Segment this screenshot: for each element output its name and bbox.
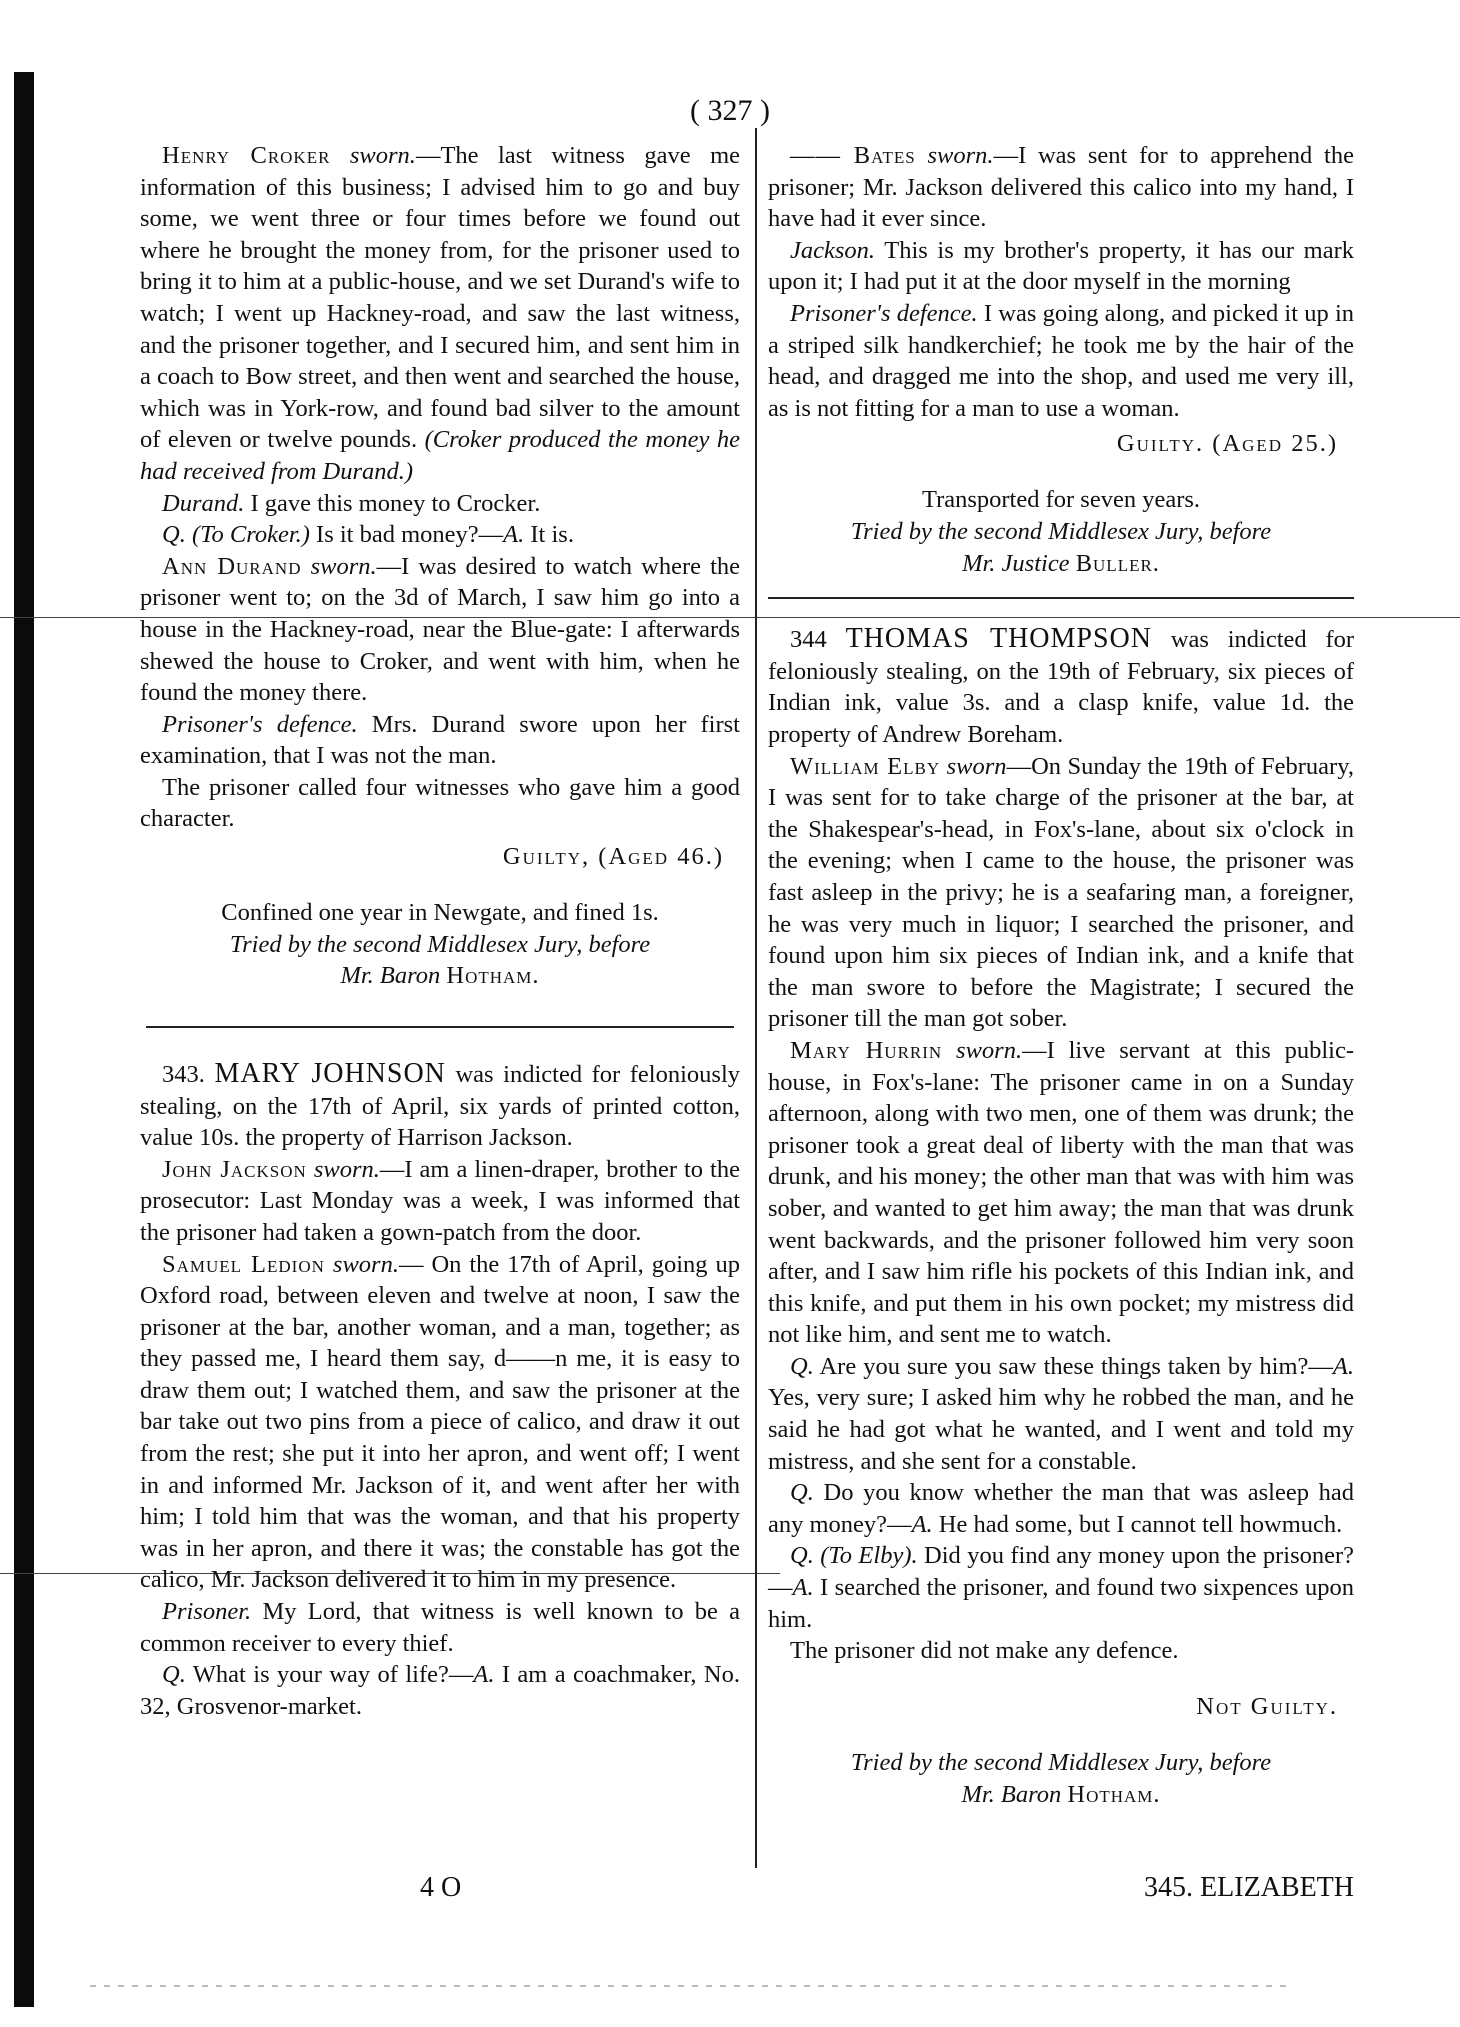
judge-title: Mr. Justice [962,549,1070,577]
signature-mark: 4 O [420,1872,462,1903]
tried-by-line: Tried by the second Middlesex Jury, before [850,518,1272,546]
testimony-text: —The last witness gave me information of this business; I advised him to go and buy some, we went three or four times before we found out where he brought the money from, for the prisoner used to bring it to him at a public-house, and we set Durand's wife to watch; I went up Hackney-road, and saw the last witness, and the prisoner together, and I secured him, and sent him in a coach to Bow street, and then went and searched the house, which was in York-row, and found bad silver to the amount of eleven or twelve pounds. [140,142,741,454]
indictment-text: was indicted for feloniously stealing, on the 19th of February, six pieces of Indian ink, value 3s. and a clasp knife, value 1d. the property of Andrew Boreham. [768,626,1355,748]
case-separator [768,597,1354,599]
question-text: Did you find any money upon the prisoner? — [768,1542,1355,1602]
speaker-label: Durand. [162,489,245,517]
case-heading-344 [768,623,1354,750]
witness-name: Ann Durand [162,552,302,580]
sworn-label: sworn. [332,1250,399,1278]
speaker-label: Prisoner. [162,1598,252,1626]
judge-line [768,1779,1354,1811]
paragraph-durand-statement [140,488,740,520]
judge-name: Hotham. [1067,1781,1161,1808]
witness-name: Samuel Ledion [162,1250,325,1278]
defendant-name: THOMAS THOMPSON [845,623,1152,655]
paragraph-question [140,1659,740,1722]
case-number: 344 [790,626,827,654]
sworn-label: sworn. [313,1155,380,1183]
paragraph-prisoner-defence [768,298,1354,424]
defence-label: Prisoner's defence. [790,299,978,327]
case-number: 343. [162,1060,205,1088]
page-number: ( 327 ) [690,94,770,127]
answer-text: I am a coachmaker, No. 32, Grosvenor-market. [140,1661,741,1720]
scan-binding-shadow [14,72,34,2007]
testimony-text: —On Sunday the 19th of February, I was sent for to take charge of the prisoner at the bar, at the Shakespear's-head, in Fox's-lane, about six o'clock in the evening; when I came to the house, the prisoner was fast asleep in the privy; he is a seafaring man, a foreigner, he was very much in liquor; I searched the prisoner, and found upon him six pieces of Indian ink, and a knife that the man swore to before the Magistrate; I secured the prisoner till the man got sober. [768,752,1355,1033]
sworn-label: sworn. [956,1036,1023,1064]
paragraph-ann-durand-testimony [140,551,740,709]
question-text: Are you sure you saw these things taken by him?— [819,1352,1333,1380]
judge-title: Mr. Baron [340,962,441,990]
question-text: What is your way of life?— [192,1661,474,1689]
verdict: Guilty, (Aged 46.) [502,843,724,871]
paragraph-question [768,1540,1354,1635]
question-label: Q. [790,1479,814,1507]
right-column [768,140,1354,1811]
paragraph-prisoner-statement [140,1596,740,1659]
paragraph-bates-testimony [768,140,1354,235]
sworn-label: sworn. [349,142,416,169]
court-note: (Croker produced the money he had received from Durand.) [140,426,740,485]
sworn-label: sworn [946,752,1007,780]
case-heading-343 [140,1058,740,1154]
witness-name: John Jackson [162,1155,307,1183]
question-text: Do you know whether the man that was asleep had any money?— [768,1479,1355,1538]
column-divider [755,128,757,1868]
answer-label: A. [503,521,525,549]
defence-text: Mrs. Durand swore upon her first examination, that I was not the man. [140,710,740,770]
statement-text: My Lord, that witness is well known to be a common receiver to every thief. [140,1598,741,1657]
paragraph-character-witnesses: The prisoner called four witnesses who gave him a good character. [140,773,740,833]
speaker-label: Jackson. [790,236,876,264]
answer-text: Yes, very sure; I asked him why he robbed the man, and he said he had got what he wanted, and I went and told my mistress, and she sent for a constable. [768,1384,1354,1475]
question-label: Q. (To Elby). [790,1542,918,1570]
paragraph-jackson-statement [768,235,1354,298]
sentence: Transported for seven years. [921,486,1201,514]
paragraph-ledion-testimony [140,1249,740,1597]
tried-by-line: Tried by the second Middlesex Jury, before [850,1749,1272,1777]
question-label: Q. (To Croker.) [162,521,310,549]
answer-label: A. [473,1661,495,1689]
judge-title: Mr. Baron [961,1781,1062,1808]
judge-name: Hotham. [446,962,540,990]
catchword: 345. ELIZABETH [1144,1872,1354,1903]
answer-text: I searched the prisoner, and found two sixpences upon him. [768,1574,1354,1633]
defence-text: I was going along, and picked it up in a striped silk handkerchief; he took me by the hair of the head, and dragged me into the shop, and used me very ill, as is not fitting for a man to use a woman. [768,299,1355,422]
sentence: Confined one year in Newgate, and fined 1s. [221,899,659,927]
question-label: Q. [162,1661,186,1689]
defendant-name: MARY JOHNSON [214,1057,446,1089]
answer-text: It is. [530,521,574,549]
testimony-text: —I am a linen-draper, brother to the prosecutor: Last Monday was a week, I was informed that the prisoner had taken a gown-patch from the door. [140,1155,740,1246]
answer-text: He had some, but I cannot tell howmuch. [938,1510,1343,1538]
question-text: Is it bad money?— [316,521,504,549]
statement-text: I gave this money to Crocker. [250,489,541,517]
witness-name: —— Bates [790,142,916,169]
paragraph-jackson-testimony [140,1154,740,1249]
answer-label: A. [911,1510,933,1538]
testimony-text: —I was sent for to apprehend the prisoner; Mr. Jackson delivered this calico into my hand, I have had it ever since. [768,142,1354,233]
paragraph-elby-testimony [768,751,1354,1035]
witness-name: Henry Croker [162,142,331,169]
answer-label: A. [1332,1352,1354,1380]
verdict: Not Guilty. [1196,1693,1338,1721]
tried-by-line: Tried by the second Middlesex Jury, before [229,930,651,958]
testimony-text: —I live servant at this public-house, in Fox's-lane: The prisoner came in on a Sunday afternoon, along with two men, one of them was drunk; the prisoner took a great deal of liberty with the man that was drunk, and his money; the other man that was with him was sober, and wanted to get him away; the man that was drunk went backwards, and the prisoner followed him very soon after, and I saw him rifle his pockets of this Indian ink, and this knife, and put them in his own pocket; my mistress did not like him, and sent me to watch. [768,1036,1355,1349]
statement-text: This is my brother's property, it has our mark upon it; I had put it at the door myself in the morning [768,236,1354,296]
scan-noise-line [90,1985,1290,1987]
paragraph-croker-testimony [140,140,740,488]
paragraph-prisoner-defence [140,709,740,772]
paragraph-question [768,1477,1354,1540]
paragraph-no-defence: The prisoner did not make any defence. [790,1637,1179,1665]
judge-name: Buller. [1075,549,1160,577]
paragraph-question [140,519,740,551]
sworn-label: sworn. [310,552,377,580]
question-label: Q. [790,1352,814,1380]
paragraph-hurrin-testimony [768,1035,1354,1351]
testimony-text: — On the 17th of April, going up Oxford road, between eleven and twelve at noon, I saw the prisoner at the bar, another woman, and a man, together; as they passed me, I heard them say, d——n me, it is easy to draw them out; I watched them, and saw the prisoner at the bar take out two pins from a piece of calico, and draw it out from the rest; she put it into her apron, and went off; I went in and informed Mr. Jackson of it, and went after her with him; I told him that was the woman, and that his property was in her apron, and there it was; the constable has got the calico, Mr. Jackson delivered it to him in my presence. [140,1250,741,1594]
verdict: Guilty. (Aged 25.) [1116,430,1338,458]
answer-label: A. [792,1574,814,1602]
witness-name: William Elby [790,752,941,780]
case-separator [146,1026,734,1028]
left-column [140,140,740,1722]
testimony-text: —I was desired to watch where the prisoner went to; on the 3d of March, I saw him go into a house in the Hackney-road, near the Blue-gate: I afterwards shewed the house to Croker, and went with him, when he found the money there. [140,552,740,707]
judge-line [140,960,740,992]
defence-label: Prisoner's defence. [162,710,358,738]
sworn-label: sworn. [927,142,994,169]
indictment-text: was indicted for feloniously stealing, on the 17th of April, six yards of printed cotton, value 10s. the property of Harrison Jackson. [140,1060,741,1152]
paragraph-question [768,1351,1354,1477]
witness-name: Mary Hurrin [790,1036,943,1064]
judge-line [768,548,1354,580]
